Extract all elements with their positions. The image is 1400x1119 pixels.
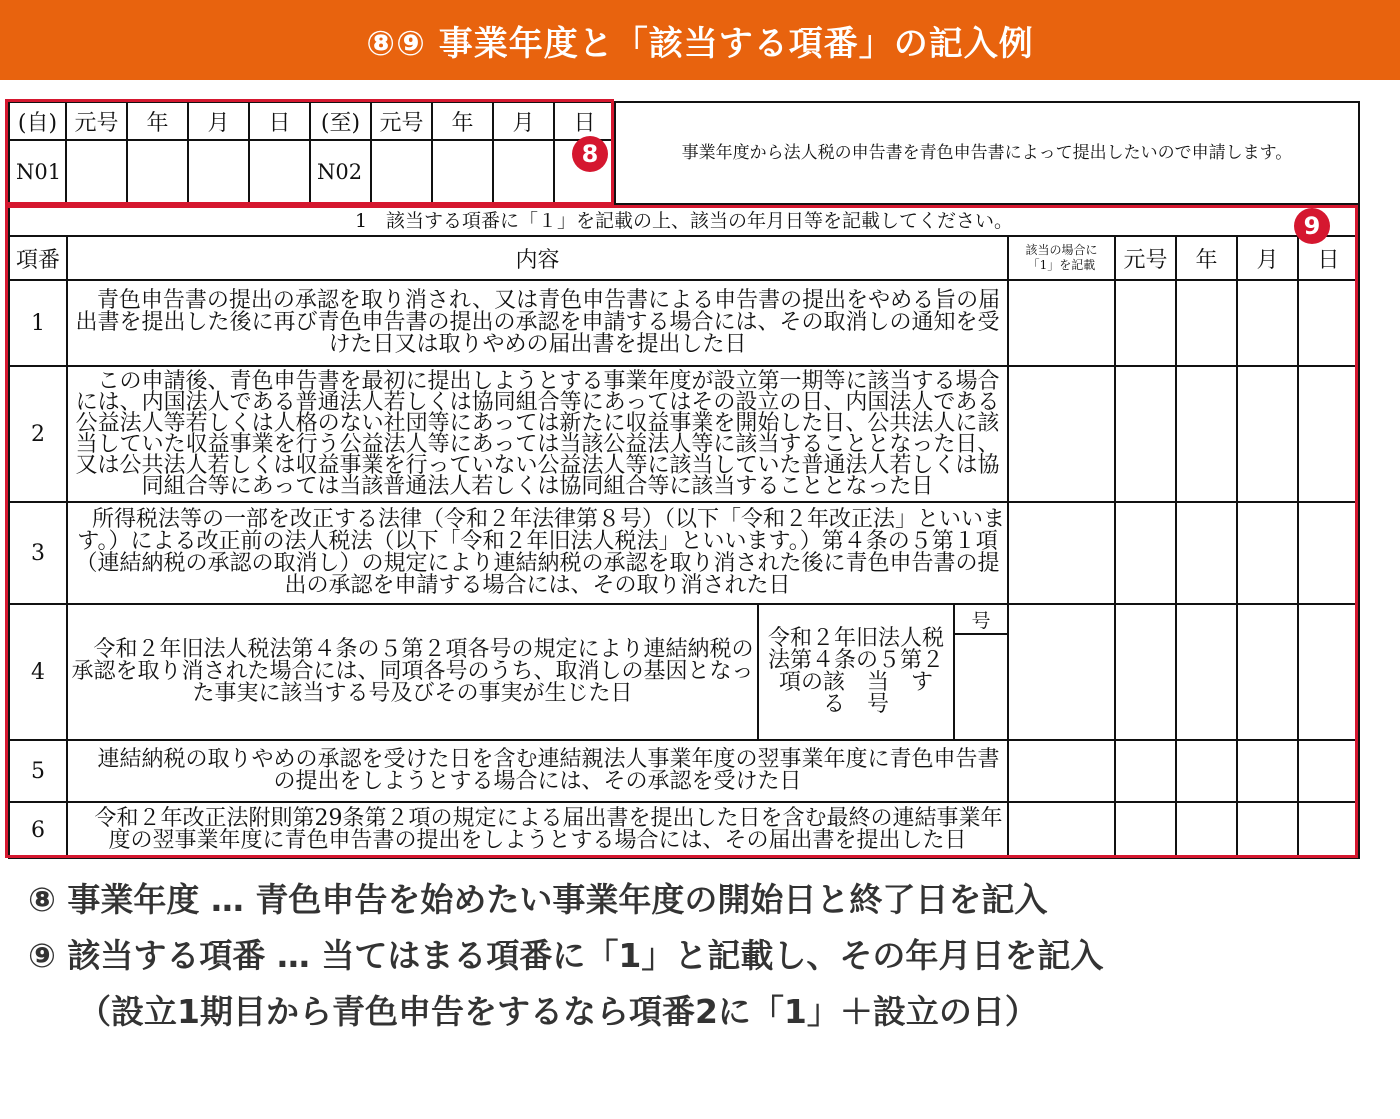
header-mark: 該当の場合に「1」を記載	[1008, 236, 1115, 280]
row-sub-label: 令和２年旧法人税法第４条の５第２項の該 当 す る 号	[758, 604, 954, 740]
page-banner	[0, 0, 1400, 80]
row-month-cell[interactable]	[1237, 604, 1298, 740]
row-year-cell[interactable]	[1176, 604, 1237, 740]
period-value-era-to[interactable]	[371, 140, 432, 204]
row-sub-value-cell[interactable]	[954, 634, 1008, 740]
table-row	[9, 366, 1359, 502]
row-year-cell[interactable]	[1176, 280, 1237, 366]
row-description: 連結納税の取りやめの承認を受けた日を含む連結親法人事業年度の翌事業年度に青色申告書の提出をしようとする場合には、その承認を受けた日	[67, 740, 1008, 802]
applicable-items-table	[8, 205, 1360, 859]
row-mark-cell[interactable]	[1008, 740, 1115, 802]
table-row	[9, 740, 1359, 802]
note-line-9: ⑨ 該当する項番 … 当てはまる項番に「1」と記載し、その年月日を記入	[28, 936, 1104, 975]
period-header-year-to: 年	[432, 102, 493, 140]
header-era: 元号	[1115, 236, 1176, 280]
period-header-era-to: 元号	[371, 102, 432, 140]
row-month-cell[interactable]	[1237, 366, 1298, 502]
row-day-cell[interactable]	[1298, 280, 1359, 366]
period-header-month-from: 月	[188, 102, 249, 140]
period-value-from[interactable]: N01	[9, 140, 66, 204]
row-year-cell[interactable]	[1176, 740, 1237, 802]
row-year-cell[interactable]	[1176, 502, 1237, 604]
period-header-day-from: 日	[249, 102, 310, 140]
row-era-cell[interactable]	[1115, 802, 1176, 858]
row-month-cell[interactable]	[1237, 740, 1298, 802]
badge-8	[572, 136, 608, 172]
row-year-cell[interactable]	[1176, 366, 1237, 502]
badge-9	[1294, 208, 1330, 244]
period-value-day-from[interactable]	[249, 140, 310, 204]
note-line-8: ⑧ 事業年度 … 青色申告を始めたい事業年度の開始日と終了日を記入	[28, 880, 1048, 919]
row-day-cell[interactable]	[1298, 802, 1359, 858]
row-month-cell[interactable]	[1237, 502, 1298, 604]
period-value-year-from[interactable]	[127, 140, 188, 204]
row-description: 令和２年旧法人税法第４条の５第２項各号の規定により連結納税の承認を取り消された場合には、同項各号のうち、取消しの基因となった事実に該当する号及びその事実が生じた日	[67, 604, 758, 740]
items-instruction: 1 該当する項番に「１」を記載の上、該当の年月日等を記載してください。	[9, 206, 1359, 236]
row-mark-cell[interactable]	[1008, 802, 1115, 858]
row-era-cell[interactable]	[1115, 366, 1176, 502]
period-statement: 事業年度から法人税の申告書を青色申告書によって提出したいので申請します。	[615, 102, 1359, 204]
period-header-day-to: 日	[554, 102, 615, 140]
row-mark-cell[interactable]	[1008, 366, 1115, 502]
period-value-month-to[interactable]	[493, 140, 554, 204]
row-month-cell[interactable]	[1237, 802, 1298, 858]
business-period-table	[8, 101, 1360, 205]
header-content: 内容	[67, 236, 1008, 280]
row-era-cell[interactable]	[1115, 502, 1176, 604]
row-number: 5	[9, 740, 67, 802]
row-month-cell[interactable]	[1237, 280, 1298, 366]
row-year-cell[interactable]	[1176, 802, 1237, 858]
table-row	[9, 604, 1359, 634]
row-description: この申請後、青色申告書を最初に提出しようとする事業年度が設立第一期等に該当する場合には、内国法人である普通法人若しくは協同組合等にあってはその設立の日、内国法人である公益法人等若しくは人格のない社団等にあっては新たに収益事業を開始した日、公共法人に該当していた収益事業を行う公益法人等にあっては当該公益法人等に該当することとなった日、又は公共法人若しくは収益事業を行っていない公益法人等に該当していた普通法人若しくは協同組合等にあっては当該普通法人若しくは協同組合等に該当することとなった日	[67, 366, 1008, 502]
row-description: 令和２年改正法附則第29条第２項の規定による届出書を提出した日を含む最終の連結事業年度の翌事業年度に青色申告書の提出をしようとする場合には、その届出書を提出した日	[67, 802, 1008, 858]
period-header-month-to: 月	[493, 102, 554, 140]
header-item-no: 項番	[9, 236, 67, 280]
row-mark-cell[interactable]	[1008, 604, 1115, 740]
row-sub-header: 号	[954, 604, 1008, 634]
row-day-cell[interactable]	[1298, 740, 1359, 802]
row-era-cell[interactable]	[1115, 280, 1176, 366]
row-era-cell[interactable]	[1115, 740, 1176, 802]
period-header-to: (至)	[310, 102, 371, 140]
period-value-to[interactable]: N02	[310, 140, 371, 204]
row-era-cell[interactable]	[1115, 604, 1176, 740]
badge-8-label: 8	[581, 140, 599, 168]
badge-9-label: 9	[1303, 212, 1321, 240]
row-day-cell[interactable]	[1298, 366, 1359, 502]
row-number: 1	[9, 280, 67, 366]
period-header-year-from: 年	[127, 102, 188, 140]
row-day-cell[interactable]	[1298, 604, 1359, 740]
period-value-month-from[interactable]	[188, 140, 249, 204]
row-number: 2	[9, 366, 67, 502]
table-row	[9, 802, 1359, 858]
row-description: 青色申告書の提出の承認を取り消され、又は青色申告書による申告書の提出をやめる旨の届出書を提出した後に再び青色申告書の提出の承認を申請する場合には、その取消しの通知を受けた日又は取りやめの届出書を提出した日	[67, 280, 1008, 366]
period-value-year-to[interactable]	[432, 140, 493, 204]
header-year: 年	[1176, 236, 1237, 280]
period-value-era-from[interactable]	[66, 140, 127, 204]
header-month: 月	[1237, 236, 1298, 280]
row-number: 4	[9, 604, 67, 740]
explanation-notes	[28, 872, 1388, 1040]
table-row	[9, 280, 1359, 366]
table-row	[9, 502, 1359, 604]
row-mark-cell[interactable]	[1008, 280, 1115, 366]
row-mark-cell[interactable]	[1008, 502, 1115, 604]
note-line-9-detail: （設立1期目から青色申告をするなら項番2に「1」＋設立の日）	[78, 992, 1038, 1031]
row-day-cell[interactable]	[1298, 502, 1359, 604]
period-header-from: (自)	[9, 102, 66, 140]
row-number: 6	[9, 802, 67, 858]
row-description: 所得税法等の一部を改正する法律（令和２年法律第８号）（以下「令和２年改正法」といいます。）による改正前の法人税法（以下「令和２年旧法人税法」といいます。）第４条の５第１項（連結納税の承認の取消し）の規定により連結納税の承認を取り消された後に青色申告書の提出の承認を申請する場合には、その取り消された日	[67, 502, 1008, 604]
row-number: 3	[9, 502, 67, 604]
period-header-era-from: 元号	[66, 102, 127, 140]
banner-title: ⑧⑨ 事業年度と「該当する項番」の記入例	[366, 23, 1034, 64]
header-day: 日	[1298, 236, 1359, 280]
